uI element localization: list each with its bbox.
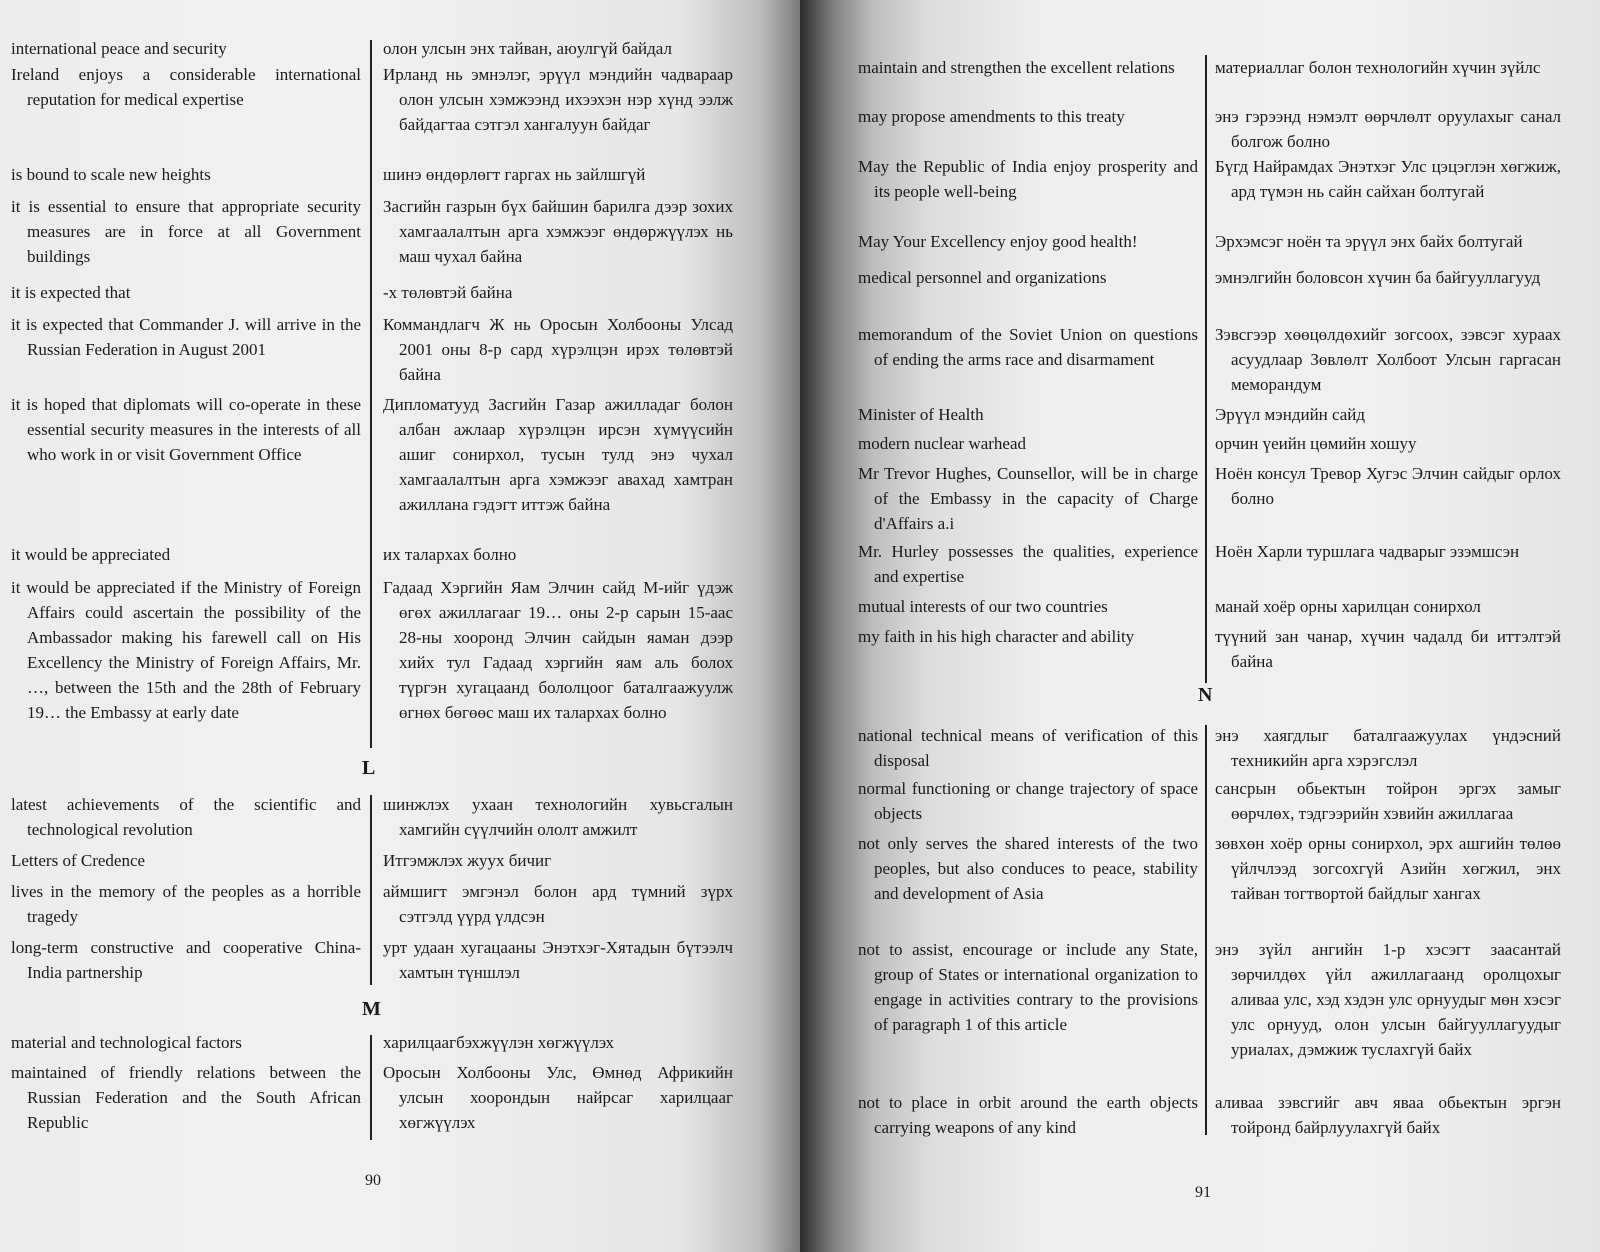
english-term: it would be appreciated (11, 545, 171, 564)
mongolian-translation: Ирланд нь эмнэлэг, эрүүл мэндийн чадвараар олон улсын хэмжээнд ихээхэн нэр хүнд ээлж байдагтаа сэтгэл хангалуун байдаг (383, 65, 733, 134)
column-divider (1205, 725, 1207, 1135)
english-term: normal functioning or change trajectory of space objects (858, 779, 1198, 823)
mongolian-translation: Эрхэмсэг ноён та эрүүл энх байх болтугай (1215, 232, 1523, 251)
mongolian-translation: Коммандлагч Ж нь Оросын Холбооны Улсад 2001 оны 8-р сард хүрэлцэн ирэх төлөвтэй байна (383, 315, 733, 384)
english-term: Minister of Health (858, 405, 984, 424)
mongolian-translation: зөвхөн хоёр орны сонирхол, эрх ашгийн төлөө үйлчлээд зогсохгүй Азийн хөгжил, энх тайван тогтвортой байдлыг хангах (1215, 834, 1561, 903)
english-term: memorandum of the Soviet Union on questions of ending the arms race and disarmament (858, 325, 1198, 369)
english-term: maintained of friendly relations between the Russian Federation and the South African Republic (11, 1063, 361, 1132)
english-term: material and technological factors (11, 1033, 242, 1052)
english-term: May the Republic of India enjoy prosperity and its people well-being (858, 157, 1198, 201)
mongolian-translation: шинэ өндөрлөгт гаргах нь зайлшгүй (383, 165, 646, 184)
english-term: it is essential to ensure that appropriate security measures are in force at all Government buildings (11, 197, 361, 266)
mongolian-translation: Оросын Холбооны Улс, Өмнөд Африкийн улсын хоорондын найрсаг харилцааг хөгжүүлэх (383, 1063, 733, 1132)
mongolian-translation: Ноён консул Тревор Хугэс Элчин сайдыг орлох болно (1215, 464, 1561, 508)
mongolian-translation: -х төлөвтэй байна (383, 283, 513, 302)
mongolian-translation: эмнэлгийн боловсон хүчин ба байгууллагууд (1215, 268, 1541, 287)
english-term: maintain and strengthen the excellent relations (858, 58, 1175, 77)
english-term: mutual interests of our two countries (858, 597, 1108, 616)
mongolian-translation: сансрын обьектын тойрон эргэх замыг өөрчлөх, тэдгээрийн хэвийн ажиллагаа (1215, 779, 1561, 823)
english-term: is bound to scale new heights (11, 165, 211, 184)
english-term: it is hoped that diplomats will co-operate in these essential security measures in the interests of all who work in or visit Government Office (11, 395, 361, 464)
mongolian-translation: орчин үеийн цөмийн хошуу (1215, 434, 1417, 453)
english-term: Letters of Credence (11, 851, 146, 870)
mongolian-translation: энэ гэрээнд нэмэлт өөрчлөлт оруулахыг санал болгож болно (1215, 107, 1561, 151)
english-term: it is expected that (11, 283, 131, 302)
mongolian-translation: материаллаг болон технологийн хүчин зүйлс (1215, 58, 1541, 77)
column-divider (370, 40, 372, 748)
english-term: Ireland enjoys a considerable international reputation for medical expertise (11, 65, 361, 109)
mongolian-translation: урт удаан хугацааны Энэтхэг-Хятадын бүтээлч хамтын түншлэл (383, 938, 733, 982)
mongolian-translation: энэ зүйл ангийн 1-р хэсэгт заасантай зөрчилдөх үйл ажиллагаанд оролцохыг аливаа улс, хэд хэдэн улс орнуудыг мөн хэсэг улс орнууд, олон улсын байгууллагуудыг уриалах, дэмжиж туслахгүй байх (1215, 940, 1561, 1059)
english-term: it is expected that Commander J. will arrive in the Russian Federation in August 2001 (11, 315, 361, 359)
english-term: not to assist, encourage or include any State, group of States or international organization to engage in activities contrary to the provisions of paragraph 1 of this article (858, 940, 1198, 1034)
mongolian-translation: Засгийн газрын бүх байшин барилга дээр зохих хамгаалалтын арга хэмжээг өндөржүүлэх нь маш чухал байна (383, 197, 733, 266)
mongolian-translation: харилцаагбэхжүүлэн хөгжүүлэх (383, 1033, 615, 1052)
page-number: 91 (1195, 1184, 1211, 1201)
english-term: long-term constructive and cooperative China-India partnership (11, 938, 361, 982)
mongolian-translation: Итгэмжлэх жуух бичиг (383, 851, 552, 870)
mongolian-translation: Дипломатууд Засгийн Газар ажилладаг болон албан ажлаар хүрэлцэн ирсэн хүмүүсийн ашиг сонирхол, тусын тулд энэ чухал хамгаалалтын арга хэмжээг авахад хамтран ажиллана гэдэгт иттэж байна (383, 395, 733, 514)
mongolian-translation: Бүгд Найрамдах Энэтхэг Улс цэцэглэн хөгжиж, ард түмэн нь сайн сайхан болтугай (1215, 157, 1561, 201)
mongolian-translation: энэ хаягдлыг баталгаажуулах үндэсний техникийн арга хэрэгслэл (1215, 726, 1561, 770)
english-term: Mr. Hurley possesses the qualities, experience and expertise (858, 542, 1198, 586)
mongolian-translation: аймшигт эмгэнэл болон ард түмний зүрх сэтгэлд үүрд үлдсэн (383, 882, 733, 926)
page-number: 90 (365, 1172, 381, 1189)
mongolian-translation: Ноён Харли туршлага чадварыг эзэмшсэн (1215, 542, 1520, 561)
mongolian-translation: олон улсын энх тайван, аюулгүй байдал (383, 39, 672, 58)
section-letter: M (362, 998, 381, 1020)
section-letter: N (1198, 684, 1213, 706)
column-divider (370, 1035, 372, 1140)
english-term: not only serves the shared interests of the two peoples, but also conduces to peace, stability and development of Asia (858, 834, 1198, 903)
english-term: latest achievements of the scientific and technological revolution (11, 795, 361, 839)
mongolian-translation: түүний зан чанар, хүчин чадалд би иттэлтэй байна (1215, 627, 1561, 671)
english-term: lives in the memory of the peoples as a horrible tragedy (11, 882, 361, 926)
english-term: modern nuclear warhead (858, 434, 1027, 453)
english-term: medical personnel and organizations (858, 268, 1107, 287)
section-letter: L (362, 757, 376, 779)
english-term: Mr Trevor Hughes, Counsellor, will be in charge of the Embassy in the capacity of Charge d'Affairs a.i (858, 464, 1198, 533)
english-term: national technical means of verification of this disposal (858, 726, 1198, 770)
english-term: May Your Excellency enjoy good health! (858, 232, 1138, 251)
column-divider (370, 795, 372, 985)
mongolian-translation: аливаа зэвсгийг авч яваа обьектын эргэн тойронд байрлуулахгүй байх (1215, 1093, 1561, 1137)
mongolian-translation: манай хоёр орны харилцан сонирхол (1215, 597, 1481, 616)
right-page (800, 0, 1600, 1252)
mongolian-translation: шинжлэх ухаан технологийн хувьсгалын хамгийн сүүлчийн ололт амжилт (383, 795, 733, 839)
english-term: my faith in his high character and ability (858, 627, 1135, 646)
mongolian-translation: Эрүүл мэндийн сайд (1215, 405, 1366, 424)
english-term: may propose amendments to this treaty (858, 107, 1125, 126)
mongolian-translation: их талархах болно (383, 545, 517, 564)
english-term: international peace and security (11, 39, 227, 58)
english-term: it would be appreciated if the Ministry of Foreign Affairs could ascertain the possibility of the Ambassador making his farewell call on His Excellency the Ministry of Foreign Affairs, Mr. …, between the 15th and the 28th of February 19… the Embassy at early date (11, 578, 361, 722)
english-term: not to place in orbit around the earth objects carrying weapons of any kind (858, 1093, 1198, 1137)
column-divider (1205, 55, 1207, 683)
mongolian-translation: Зэвсгээр хөөцөлдөхийг зогсоох, зэвсэг хураах асуудлаар Зөвлөлт Холбоот Улсын гаргасан меморандум (1215, 325, 1561, 394)
mongolian-translation: Гадаад Хэргийн Яам Элчин сайд М-ийг үдэж өгөх ажиллагааг 19… оны 2-р сарын 15-аас 28-ны хооронд Элчин сайдын яаман дээр хийх тул Гадаад хэргийн яам аль болох түргэн хугацаанд бололцоог баталгаажуулж өгнөх бөгөөс маш их талархах болно (383, 578, 733, 722)
